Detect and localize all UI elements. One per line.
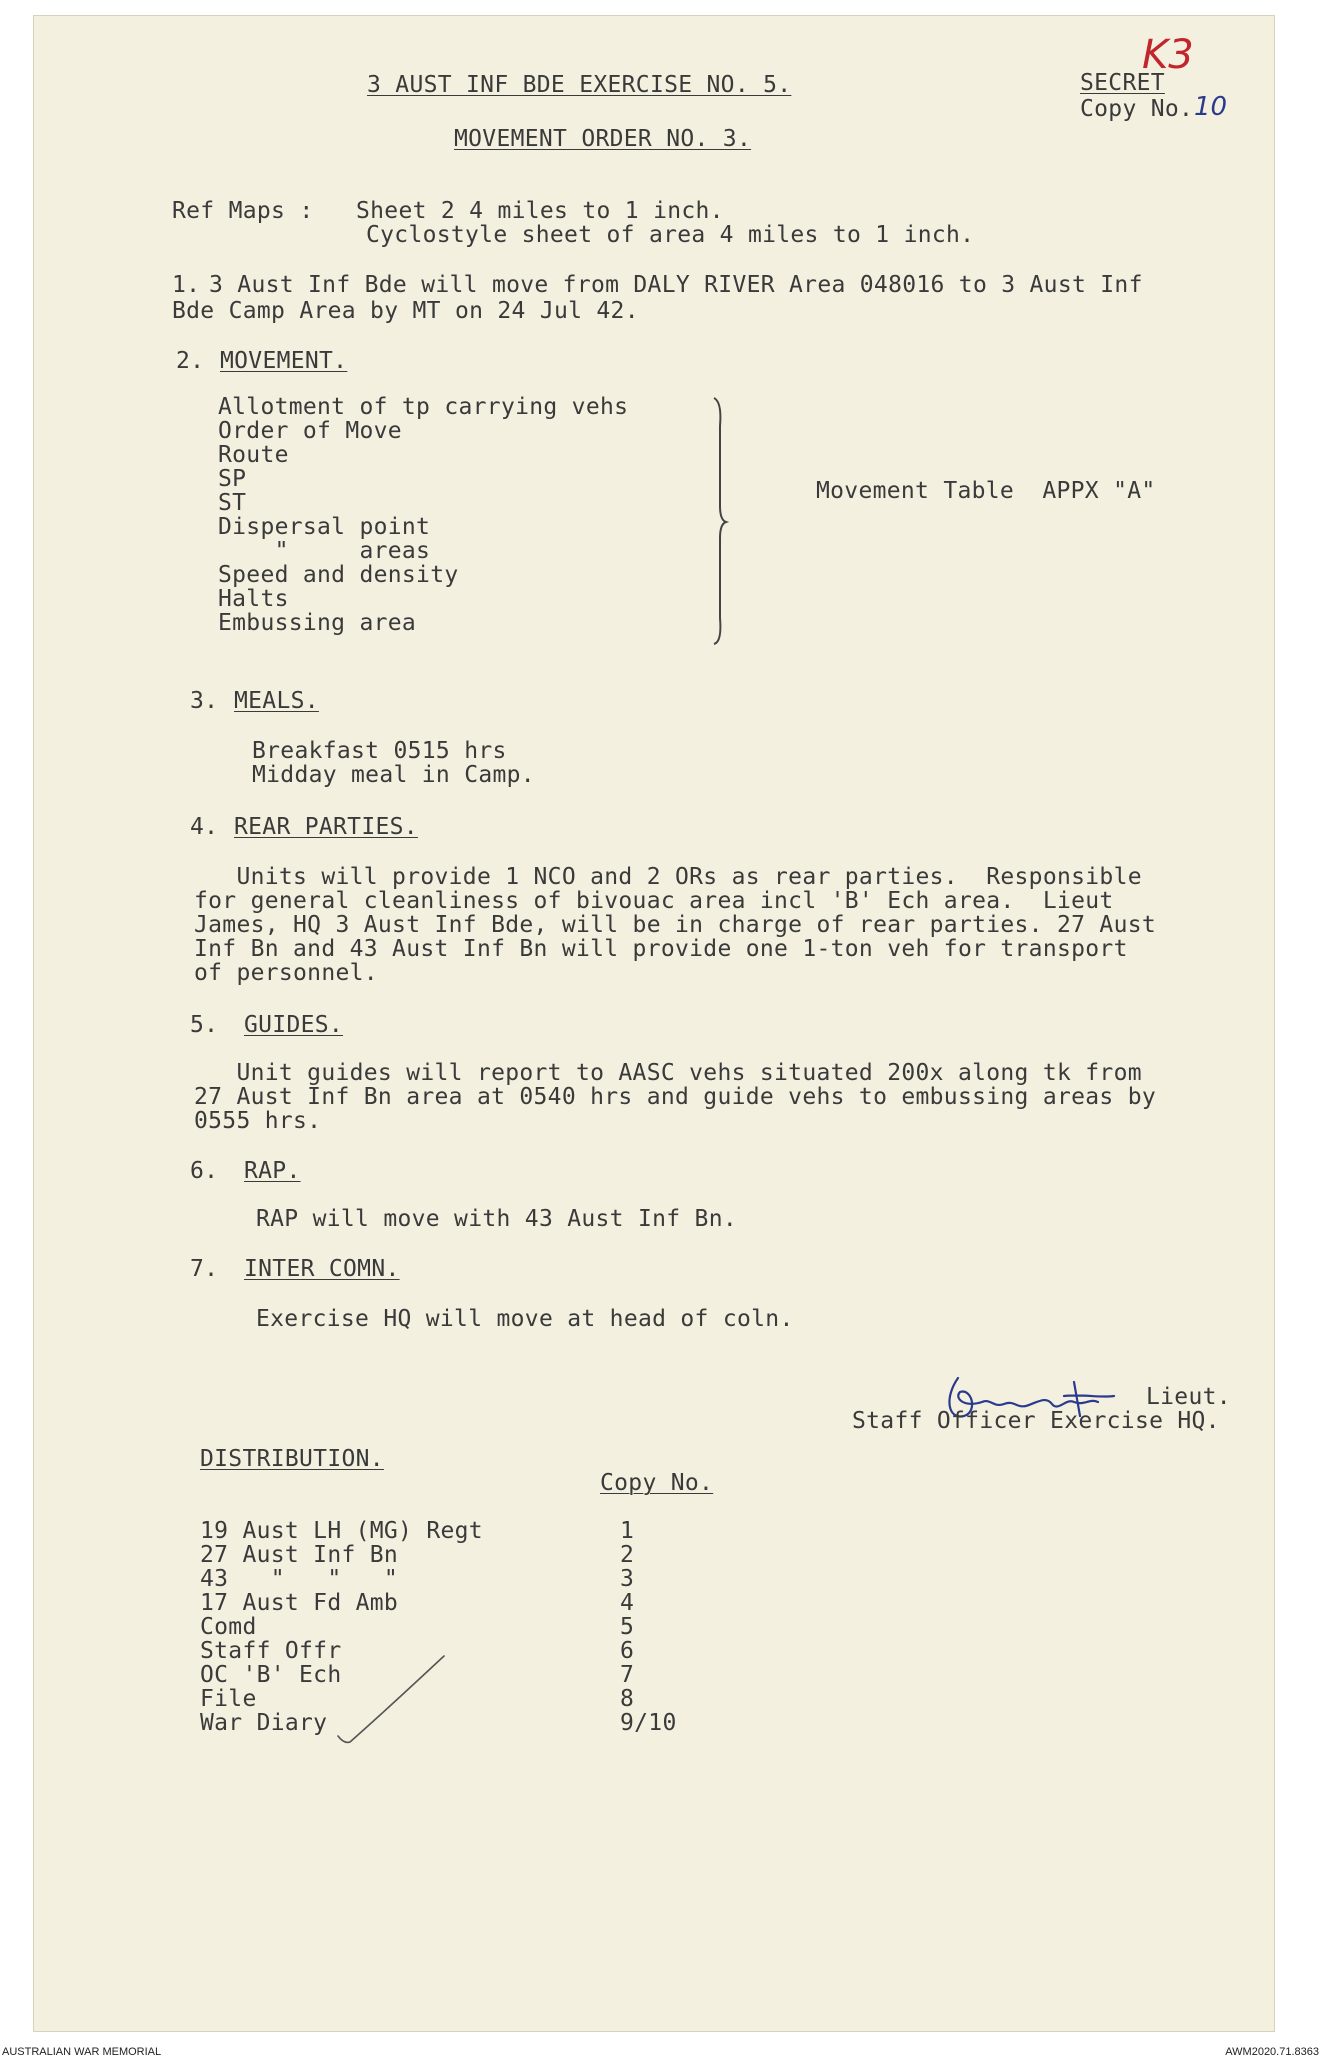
check-mark-icon bbox=[334, 1652, 454, 1752]
distribution-unit: 17 Aust Fd Amb bbox=[200, 1590, 399, 1616]
table-row bbox=[200, 1614, 760, 1638]
ref-maps-label: Ref Maps : bbox=[172, 198, 314, 224]
table-row bbox=[200, 1518, 760, 1542]
ref-maps-line-1: Sheet 2 4 miles to 1 inch. bbox=[356, 198, 724, 224]
para-5-line: 27 Aust Inf Bn area at 0540 hrs and guide vehs to embussing areas by bbox=[194, 1084, 1157, 1110]
table-row bbox=[200, 1566, 760, 1590]
para-4-line: Inf Bn and 43 Aust Inf Bn will provide one 1-ton veh for transport bbox=[194, 936, 1128, 962]
movement-item: ST bbox=[218, 490, 247, 516]
para-4-number: 4. bbox=[190, 814, 219, 840]
para-5-number: 5. bbox=[190, 1012, 219, 1038]
distribution-copy: 8 bbox=[620, 1686, 635, 1712]
distribution-copy-heading: Copy No. bbox=[600, 1470, 714, 1496]
movement-item: Allotment of tp carrying vehs bbox=[218, 394, 629, 420]
para-4-line: Units will provide 1 NCO and 2 ORs as rear parties. Responsible bbox=[194, 864, 1142, 890]
copy-number-handwritten: 10 bbox=[1194, 92, 1228, 122]
distribution-unit: 43 " " " bbox=[200, 1566, 399, 1592]
para-4-line: James, HQ 3 Aust Inf Bde, will be in charge of rear parties. 27 Aust bbox=[194, 912, 1157, 938]
distribution-copy: 3 bbox=[620, 1566, 635, 1592]
movement-item: Halts bbox=[218, 586, 289, 612]
distribution-copy: 2 bbox=[620, 1542, 635, 1568]
para-1-line-2: Bde Camp Area by MT on 24 Jul 42. bbox=[172, 298, 639, 324]
para-4-line: for general cleanliness of bivouac area incl 'B' Ech area. Lieut bbox=[194, 888, 1114, 914]
para-7-number: 7. bbox=[190, 1256, 219, 1282]
table-row bbox=[200, 1662, 760, 1686]
movement-item: Order of Move bbox=[218, 418, 402, 444]
table-row bbox=[200, 1638, 760, 1662]
exercise-title: 3 AUST INF BDE EXERCISE NO. 5. bbox=[367, 72, 792, 98]
movement-item: Route bbox=[218, 442, 289, 468]
para-3-line-1: Breakfast 0515 hrs bbox=[252, 738, 507, 764]
distribution-unit: 27 Aust Inf Bn bbox=[200, 1542, 399, 1568]
signature-appointment: Staff Officer Exercise HQ. bbox=[852, 1408, 1220, 1434]
para-5-heading: GUIDES. bbox=[244, 1012, 344, 1038]
movement-item: Speed and density bbox=[218, 562, 459, 588]
copy-number-label: Copy No. bbox=[1080, 96, 1194, 122]
para-3-heading: MEALS. bbox=[234, 688, 319, 714]
distribution-copy: 6 bbox=[620, 1638, 635, 1664]
para-4-heading: REAR PARTIES. bbox=[234, 814, 418, 840]
ref-maps-line-2: Cyclostyle sheet of area 4 miles to 1 inch. bbox=[366, 222, 975, 248]
movement-item: " areas bbox=[218, 538, 431, 564]
para-4-line: of personnel. bbox=[194, 960, 378, 986]
document-page bbox=[34, 16, 1274, 2031]
para-2-heading: MOVEMENT. bbox=[220, 348, 348, 374]
para-1-line-1: 3 Aust Inf Bde will move from DALY RIVER Area 048016 to 3 Aust Inf bbox=[209, 272, 1143, 298]
movement-items-list bbox=[218, 394, 698, 644]
para-7-line: Exercise HQ will move at head of coln. bbox=[256, 1306, 794, 1332]
para-6-number: 6. bbox=[190, 1158, 219, 1184]
distribution-unit: Comd bbox=[200, 1614, 257, 1640]
signature-rank: Lieut. bbox=[1146, 1384, 1231, 1410]
para-7-heading: INTER COMN. bbox=[244, 1256, 400, 1282]
para-3-number: 3. bbox=[190, 688, 219, 714]
distribution-copy: 7 bbox=[620, 1662, 635, 1688]
distribution-unit: 19 Aust LH (MG) Regt bbox=[200, 1518, 483, 1544]
table-row bbox=[200, 1590, 760, 1614]
para-2-number: 2. bbox=[176, 348, 205, 374]
distribution-unit: War Diary bbox=[200, 1710, 328, 1736]
para-6-line: RAP will move with 43 Aust Inf Bn. bbox=[256, 1206, 738, 1232]
para-6-heading: RAP. bbox=[244, 1158, 301, 1184]
distribution-copy: 1 bbox=[620, 1518, 635, 1544]
distribution-table bbox=[200, 1518, 760, 1748]
para-3-line-2: Midday meal in Camp. bbox=[252, 762, 535, 788]
para-5-line: 0555 hrs. bbox=[194, 1108, 322, 1134]
distribution-unit: OC 'B' Ech bbox=[200, 1662, 342, 1688]
distribution-unit: File bbox=[200, 1686, 257, 1712]
footer-reference: AWM2020.71.8363 bbox=[1225, 2046, 1319, 2058]
table-row bbox=[200, 1542, 760, 1566]
security-classification: SECRET bbox=[1080, 70, 1165, 96]
movement-item: Dispersal point bbox=[218, 514, 431, 540]
para-1-number: 1. bbox=[172, 272, 201, 298]
distribution-unit: Staff Offr bbox=[200, 1638, 342, 1664]
table-row bbox=[200, 1710, 760, 1734]
distribution-copy: 4 bbox=[620, 1590, 635, 1616]
distribution-heading: DISTRIBUTION. bbox=[200, 1446, 384, 1472]
distribution-copy: 5 bbox=[620, 1614, 635, 1640]
movement-item: Embussing area bbox=[218, 610, 417, 636]
bracket-divider bbox=[710, 396, 730, 646]
footer-source: AUSTRALIAN WAR MEMORIAL bbox=[2, 2046, 162, 2058]
movement-table-reference: Movement Table APPX "A" bbox=[816, 478, 1156, 504]
table-row bbox=[200, 1686, 760, 1710]
para-5-line: Unit guides will report to AASC vehs situated 200x along tk from bbox=[194, 1060, 1142, 1086]
handwritten-annotation: K3 bbox=[1142, 32, 1194, 78]
movement-item: SP bbox=[218, 466, 247, 492]
movement-order-title: MOVEMENT ORDER NO. 3. bbox=[454, 126, 752, 152]
distribution-copy: 9/10 bbox=[620, 1710, 677, 1736]
